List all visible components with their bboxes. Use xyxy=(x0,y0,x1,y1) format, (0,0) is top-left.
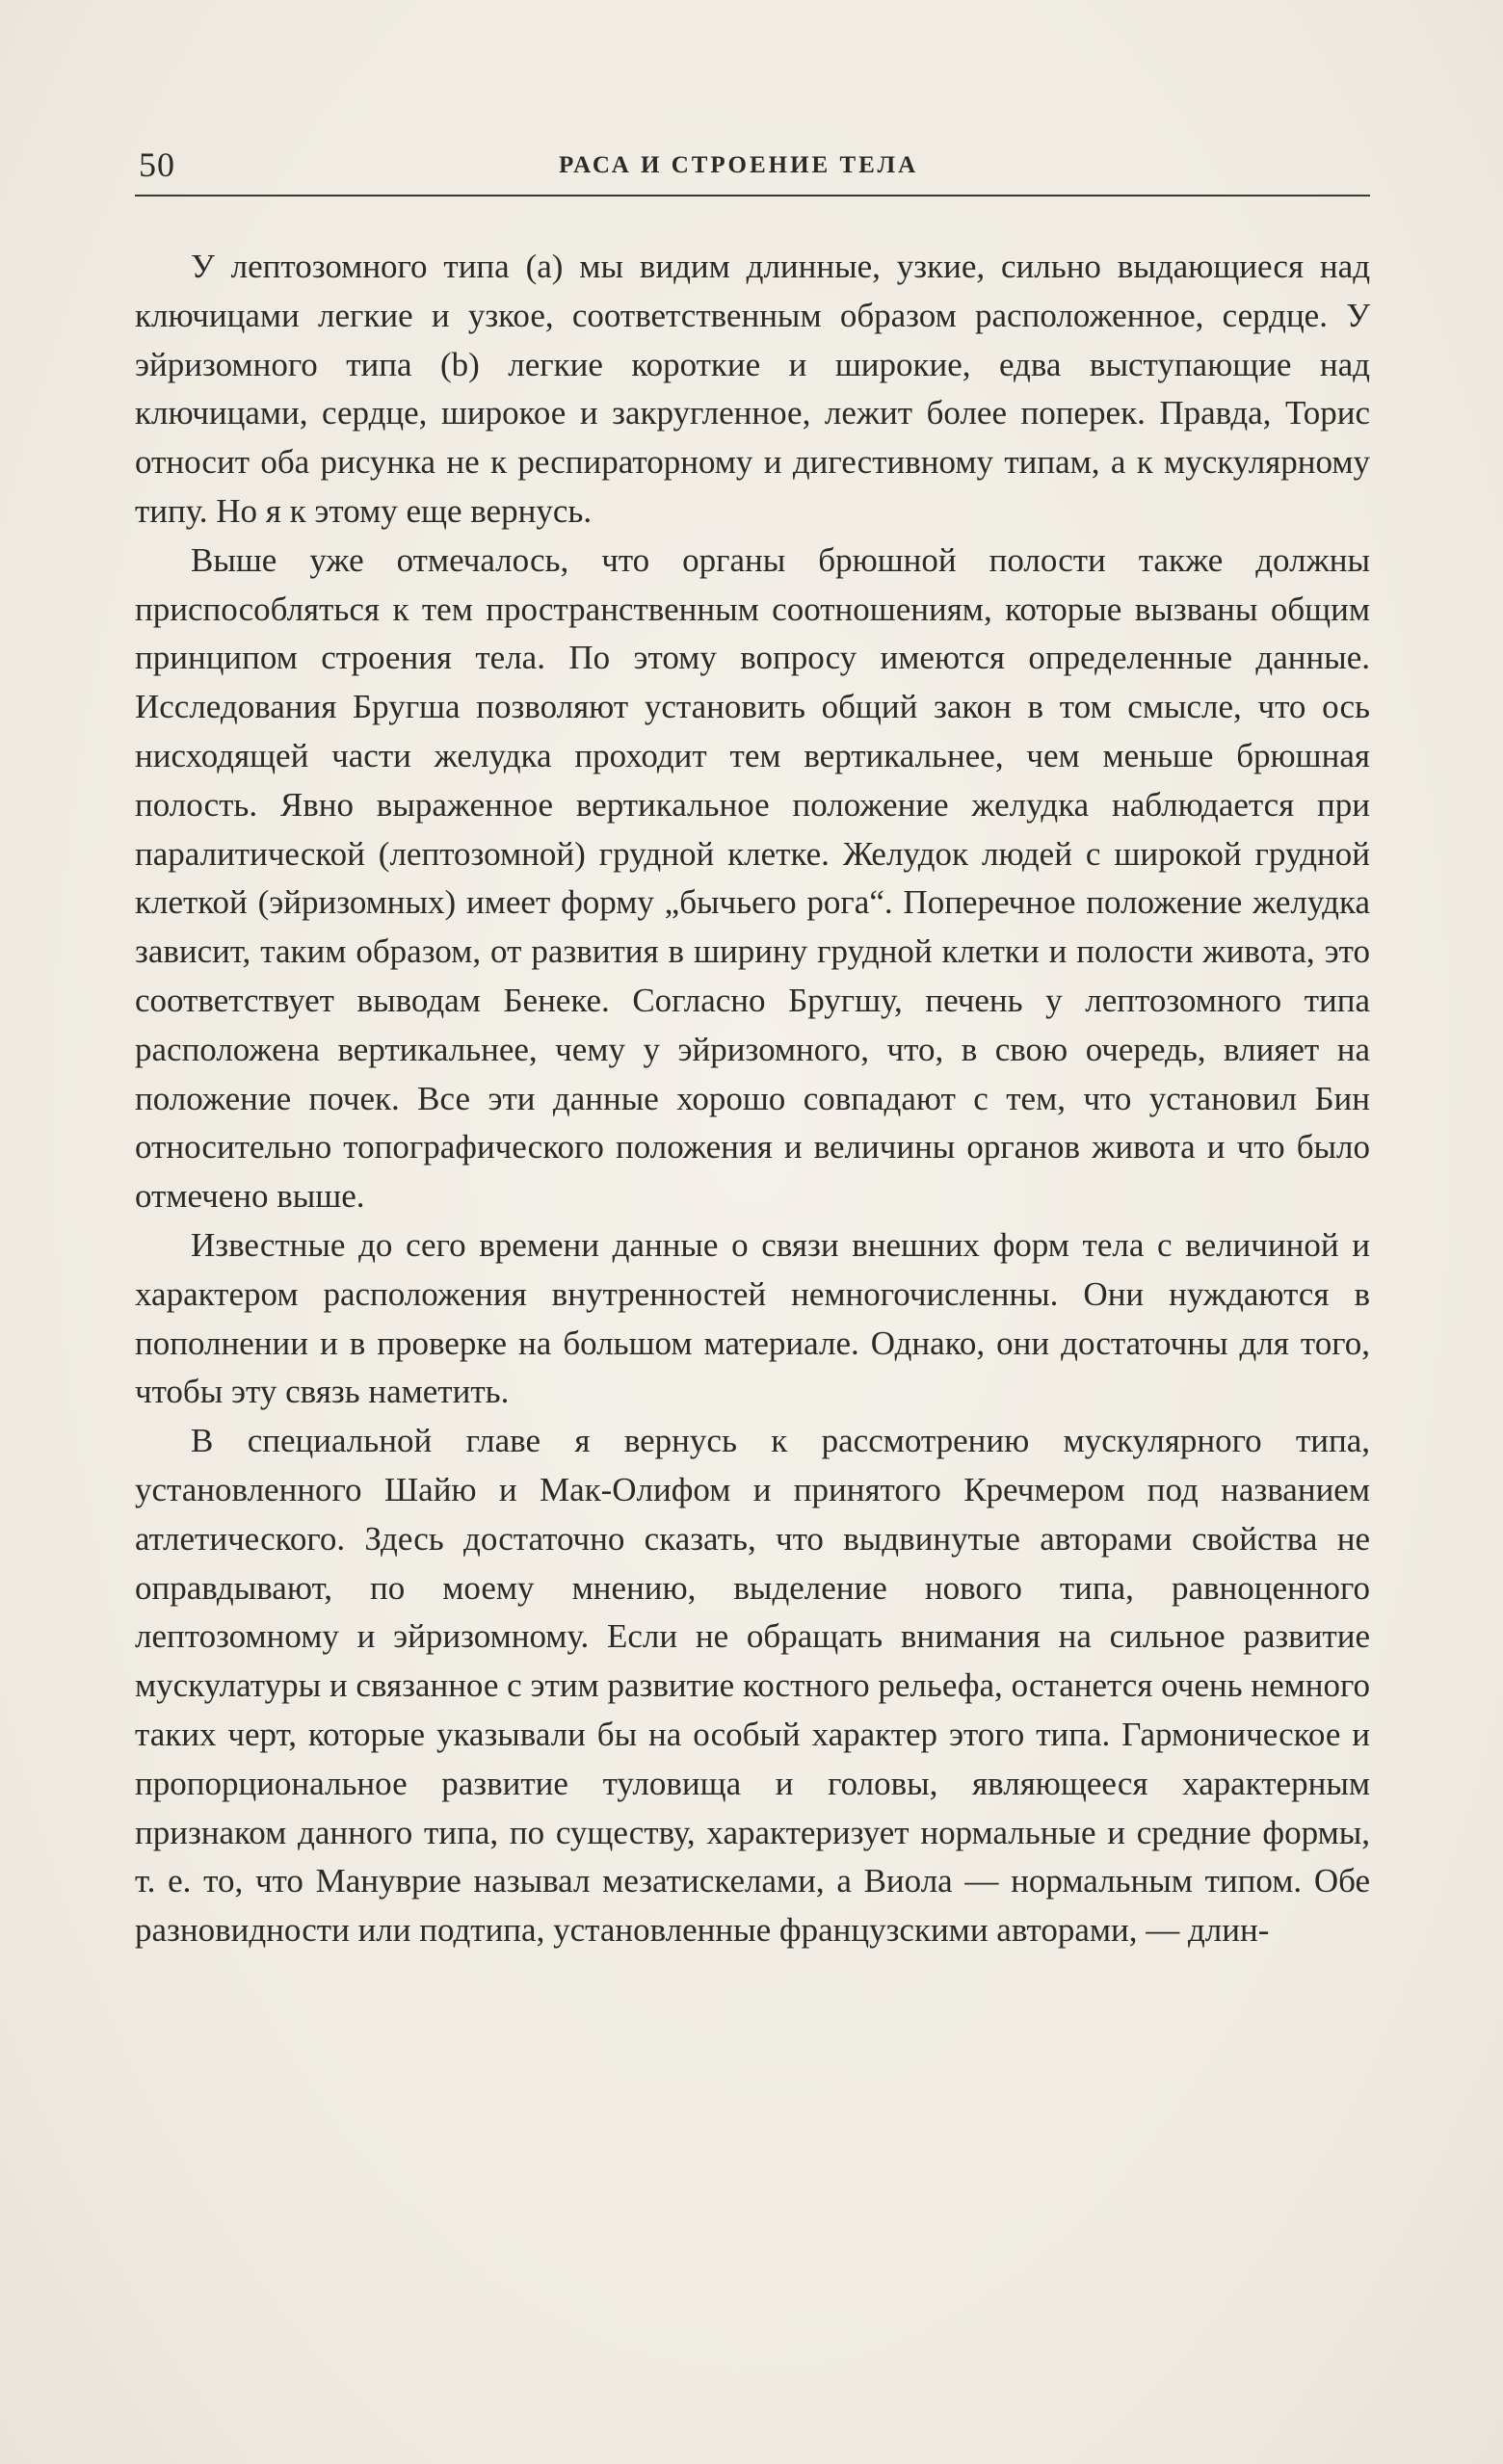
paragraph: Известные до сего времени данные о связи внешних форм тела с величиной и характером расположения внутренностей немногочисленны. Они нуждаются в пополнении и в проверке на большом материале. Однако, они достаточны для того, чтобы эту связь наметить. xyxy=(135,1225,1370,1411)
paragraph: В специальной главе я вернусь к рассмотрению мускулярного типа, установленного Шайю и Мак-Олифом и принятого Кречмером под названием атлетического. Здесь достаточно сказать, что выдвинутые авторами свойства не оправдывают, по моему мнению, выделение нового типа, равноценного лептозомному и эйризомному. Если не обращать внимания на сильное развитие мускулатуры и связанное с этим развитие костного рельефа, останется очень немного таких черт, которые указывали бы на особый характер этого типа. Гармоническое и пропорциональное развитие туловища и головы, являющееся характерным признаком данного типа, по существу, характеризует нормальные и средние формы, т. е. то, что Мануврие называл мезатискелами, а Виола — нормальным типом. Обе разновидности или подтипа, установленные французскими авторами, — длин- xyxy=(135,1422,1370,1950)
page-header xyxy=(135,141,1370,195)
page-number: 50 xyxy=(139,145,175,184)
body-text xyxy=(135,243,1370,1955)
paragraph: Выше уже отмечалось, что органы брюшной полости также должны приспособляться к тем пространственным соотношениям, которые вызваны общим принципом строения тела. По этому вопросу имеются определенные данные. Исследования Бругша позволяют установить общий закон в том смысле, что ось нисходящей части желудка проходит тем вертикальнее, чем меньше брюшная полость. Явно выраженное вертикальное положение желудка наблюдается при паралитической (лептозомной) грудной клетке. Желудок людей с широкой грудной клеткой (эйризомных) имеет форму „бычьего рога“. Поперечное положение желудка зависит, таким образом, от развития в ширину грудной клетки и полости живота, это соответствует выводам Бенеке. Согласно Бругшу, печень у лептозомного типа расположена вертикальнее, чему у эйризомного, что, в свою очередь, влияет на положение почек. Все эти данные хорошо совпадают с тем, что установил Бин относительно топографического положения и величины органов живота и что было отмечено выше. xyxy=(135,540,1370,1216)
header-rule xyxy=(135,195,1370,197)
paragraph: У лептозомного типа (a) мы видим длинные, узкие, сильно выдающиеся над ключицами легкие и узкое, соответственным образом расположенное, сердце. У эйризомного типа (b) легкие короткие и широкие, едва выступающие над ключицами, сердце, широкое и закругленное, лежит более поперек. Правда, Торис относит оба рисунка не к респираторному и дигестивному типам, а к мускулярному типу. Но я к этому еще вернусь. xyxy=(135,248,1370,530)
running-head: РАСА И СТРОЕНИЕ ТЕЛА xyxy=(559,152,919,178)
